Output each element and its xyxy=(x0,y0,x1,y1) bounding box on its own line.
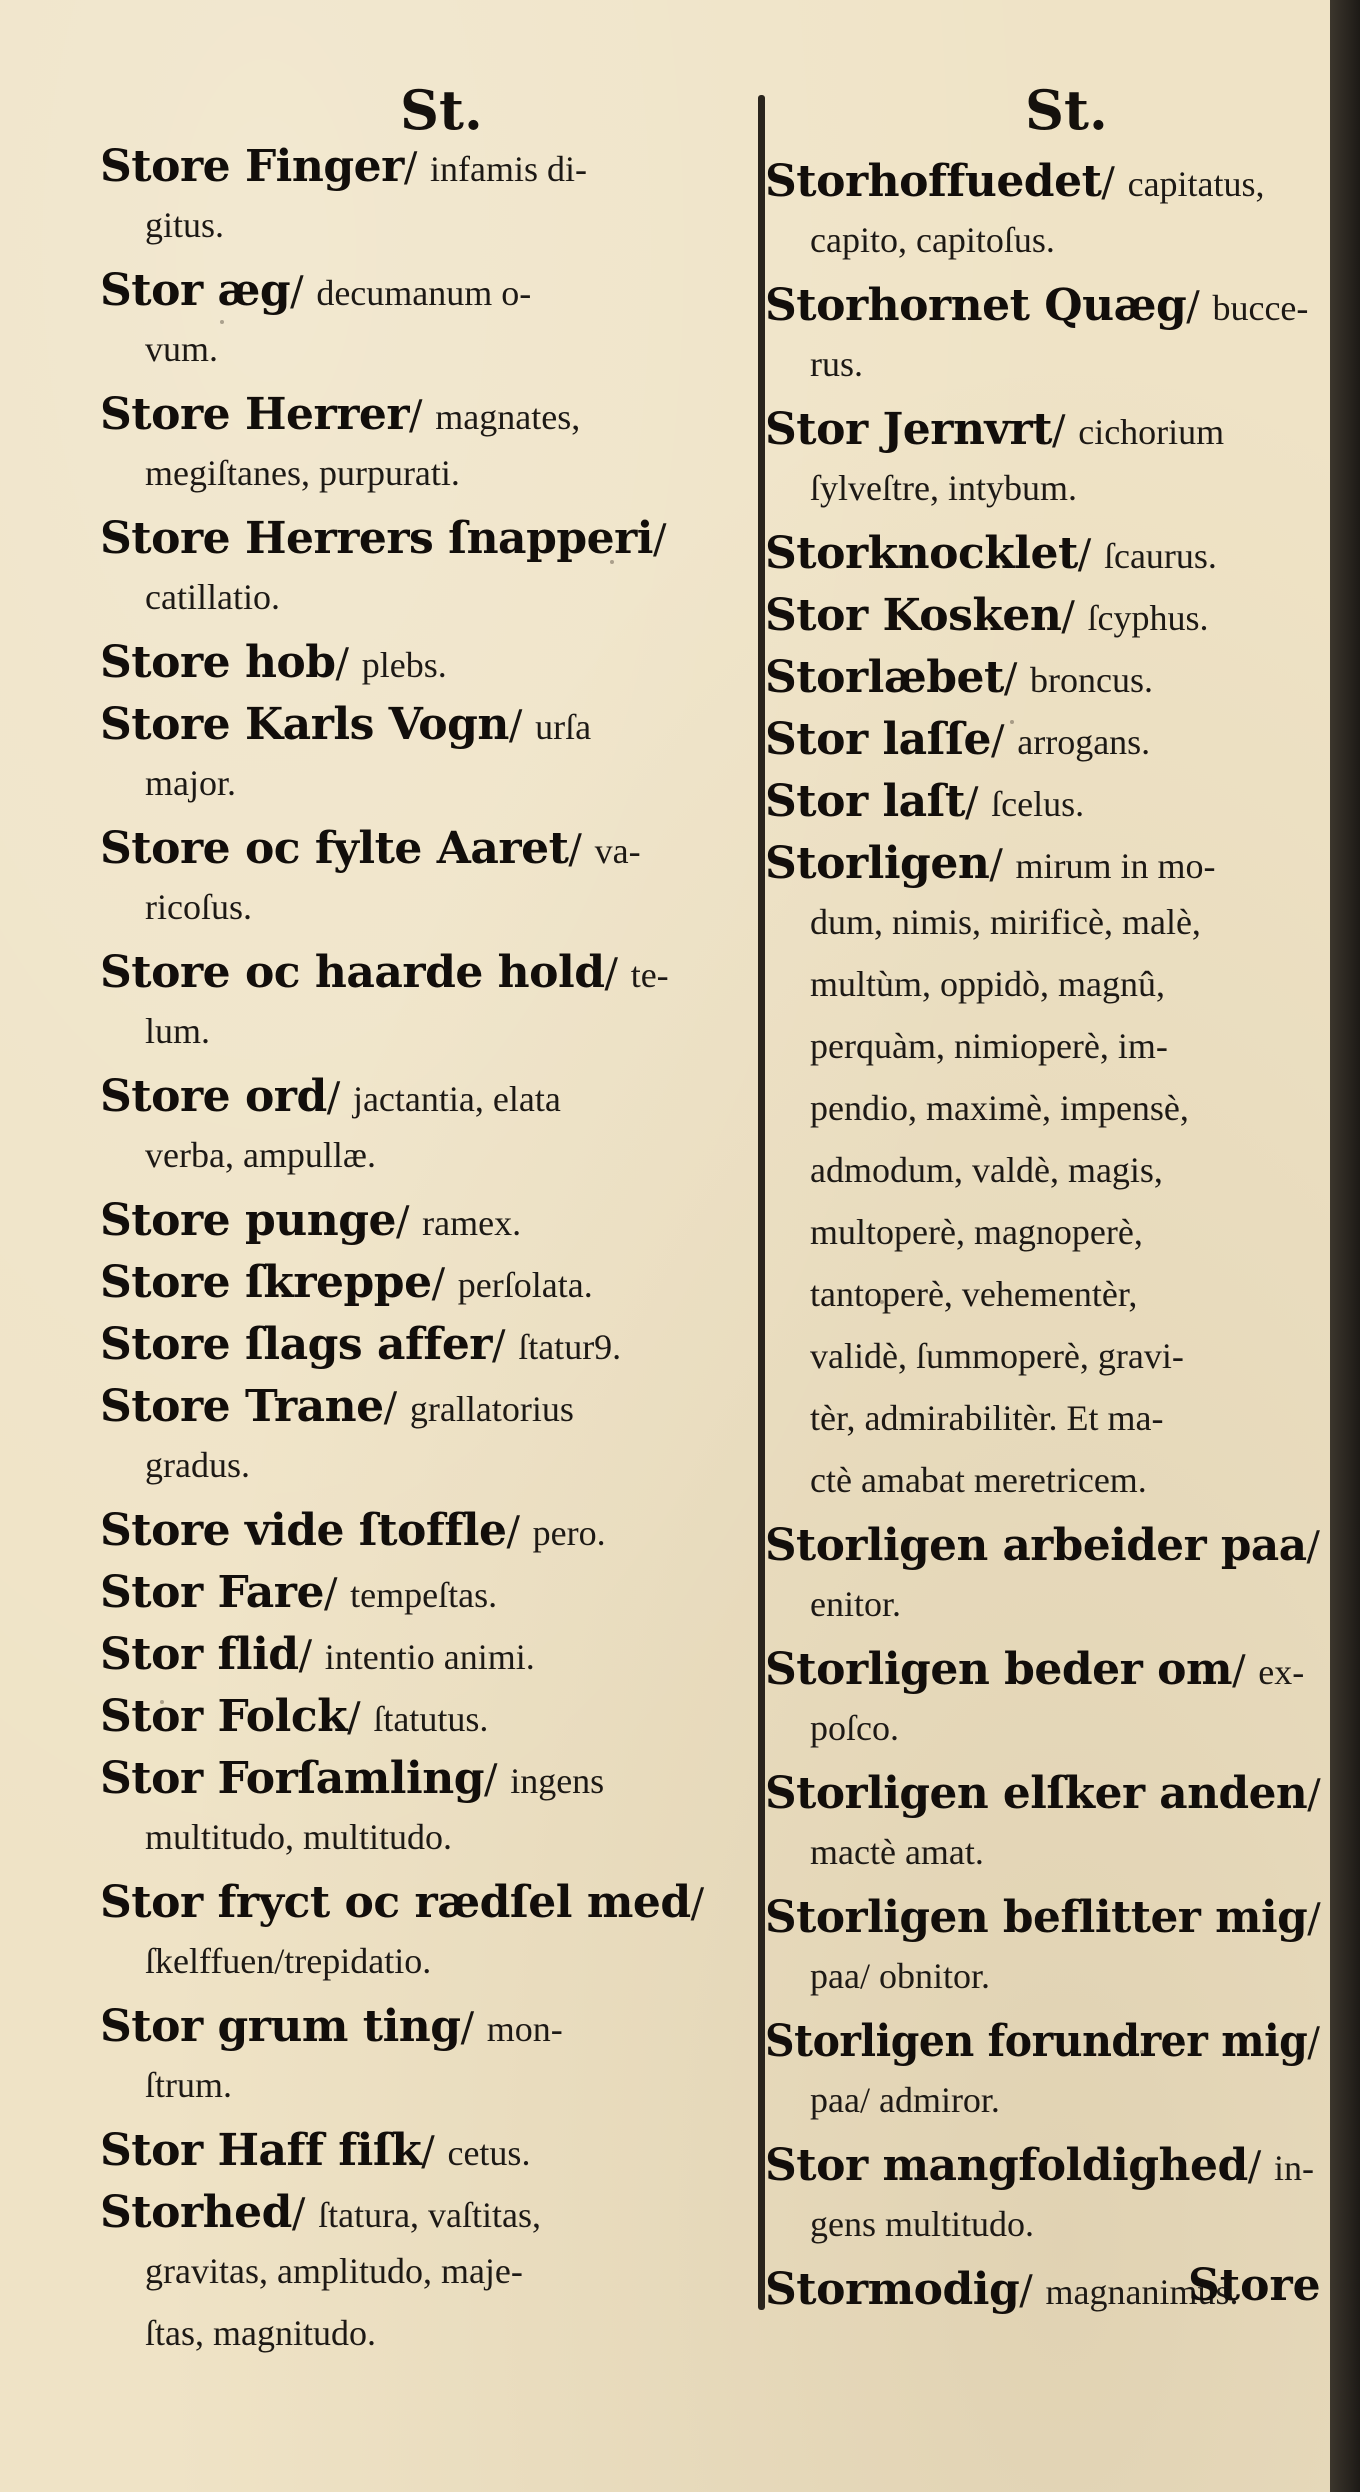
entry-separator: / xyxy=(1306,1524,1320,1570)
entry-separator: / xyxy=(383,1385,410,1431)
entry-separator: / xyxy=(1186,284,1213,330)
entry-separator: / xyxy=(347,1695,374,1741)
entry-continuation-line: ſkelffuen/trepidatio. xyxy=(145,1941,432,1981)
entry-definition: ſtatur9. xyxy=(518,1327,622,1367)
entry-first-line xyxy=(100,1567,498,1618)
entry-continuation-line: paa/ admiror. xyxy=(810,2080,1000,2120)
entry-headword: Store ſkreppe xyxy=(100,1257,432,1308)
entry-definition: va- xyxy=(594,831,641,871)
entry-definition: ramex. xyxy=(422,1203,522,1243)
entry-separator: / xyxy=(1232,1648,1259,1694)
entry-first-line xyxy=(765,1520,1320,1571)
entry-headword: Stor laſt xyxy=(765,776,965,827)
entry-headword: Storligen forundrer mig xyxy=(765,2016,1308,2067)
entry-continuation-line: admodum, valdè, magis, xyxy=(810,1150,1163,1190)
entry-definition: ſcaurus. xyxy=(1103,536,1217,576)
entry-separator: / xyxy=(290,269,317,315)
right-running-header: St. xyxy=(1025,78,1108,142)
entry-first-line xyxy=(100,2001,563,2052)
entry-first-line xyxy=(100,513,667,564)
entry-continuation-line: multitudo, multitudo. xyxy=(145,1817,453,1857)
entry-first-line xyxy=(765,280,1309,331)
entry-definition: mirum in mo- xyxy=(1015,846,1216,886)
entry-separator: / xyxy=(506,1509,533,1555)
entry-continuation-line: ſylveſtre, intybum. xyxy=(810,468,1077,508)
entry-continuation-line: tantoperè, vehementèr, xyxy=(810,1274,1138,1314)
entry-separator: / xyxy=(1003,656,1031,702)
entry-first-line xyxy=(765,714,1151,765)
entry-headword: Store ord xyxy=(100,1071,327,1122)
entry-continuation-line: gitus. xyxy=(145,205,225,245)
entry-continuation-line: verba, ampullæ. xyxy=(145,1135,376,1175)
entry-headword: Store Herrers ſnapperi xyxy=(100,513,653,564)
entry-definition: in- xyxy=(1273,2148,1314,2188)
entry-separator: / xyxy=(323,1571,351,1617)
entry-continuation-line: enitor. xyxy=(810,1584,901,1624)
entry-continuation-line: gravitas, amplitudo, maje- xyxy=(145,2251,523,2291)
entry-definition: perſolata. xyxy=(457,1265,593,1305)
entry-separator: / xyxy=(492,1323,519,1369)
entry-separator: / xyxy=(690,1881,705,1927)
page-edge-shadow xyxy=(1330,0,1360,2492)
entry-continuation-line: paa/ obnitor. xyxy=(810,1956,990,1996)
entry-continuation-line: lum. xyxy=(145,1011,211,1051)
entry-continuation-line: multoperè, magnoperè, xyxy=(810,1212,1143,1252)
entry-separator: / xyxy=(604,951,631,997)
entry-definition: tempeſtas. xyxy=(350,1575,498,1615)
entry-headword: Store Finger xyxy=(100,141,404,192)
entry-separator: / xyxy=(1101,160,1128,206)
entry-headword: Stor Jernvrt xyxy=(765,404,1053,455)
entry-continuation-line: ctè amabat meretricem. xyxy=(810,1460,1147,1500)
column-divider xyxy=(758,95,765,2310)
entry-first-line xyxy=(100,1629,535,1680)
entry-separator: / xyxy=(964,780,992,826)
paper-speck xyxy=(1140,2050,1144,2054)
entry-headword: Storligen xyxy=(765,838,990,889)
entry-first-line xyxy=(100,1195,522,1246)
entry-first-line xyxy=(100,2125,531,2176)
entry-first-line xyxy=(100,823,641,874)
paper-speck xyxy=(160,1700,164,1704)
entry-headword: Storlæbet xyxy=(765,652,1004,703)
entry-first-line xyxy=(765,404,1225,455)
entry-headword: Stor Folck xyxy=(100,1691,348,1742)
entry-separator: / xyxy=(409,393,436,439)
entry-first-line xyxy=(100,1381,574,1432)
entry-definition: ſtatura, vaſtitas, xyxy=(318,2195,542,2235)
entry-separator: / xyxy=(991,718,1018,764)
entry-continuation-line: perquàm, nimioperè, im- xyxy=(810,1026,1168,1066)
catchword: Store xyxy=(1188,2260,1321,2311)
entry-separator: / xyxy=(508,703,536,749)
entry-headword: Stormodig xyxy=(765,2264,1020,2315)
entry-headword: Stor mangfoldighed xyxy=(765,2140,1248,2191)
entry-separator: / xyxy=(568,827,595,873)
entry-separator: / xyxy=(395,1199,423,1245)
entry-headword: Stor flid xyxy=(100,1629,299,1680)
entry-definition: magnanimus. xyxy=(1045,2272,1239,2312)
entry-headword: Store oc haarde hold xyxy=(100,947,605,998)
entry-continuation-line: megiſtanes, purpurati. xyxy=(145,453,460,493)
entry-definition: ſcyphus. xyxy=(1087,598,1209,638)
entry-definition: decumanum o- xyxy=(316,273,532,313)
entry-headword: Stor Forſamling xyxy=(100,1753,484,1804)
entry-headword: Stor Haff fiſk xyxy=(100,2125,422,2176)
entry-continuation-line: multùm, oppidò, magnû, xyxy=(810,964,1165,1004)
entry-definition: cetus. xyxy=(447,2133,531,2173)
entry-separator: / xyxy=(1019,2268,1046,2314)
entry-first-line xyxy=(100,141,588,192)
entry-first-line xyxy=(765,652,1154,703)
entry-first-line xyxy=(100,1071,561,1122)
entry-continuation-line: pendio, maximè, impensè, xyxy=(810,1088,1189,1128)
entry-separator: / xyxy=(335,641,362,687)
entry-continuation-line: catillatio. xyxy=(145,577,280,617)
entry-separator: / xyxy=(403,145,431,191)
entry-definition: ſtatutus. xyxy=(373,1699,489,1739)
entry-definition: capitatus, xyxy=(1127,164,1265,204)
entry-headword: Stor æg xyxy=(100,265,291,316)
entry-separator: / xyxy=(484,1757,511,1803)
entry-separator: / xyxy=(421,2129,448,2175)
entry-separator: / xyxy=(1247,2144,1274,2190)
entry-headword: Storhoffuedet xyxy=(765,156,1102,207)
entry-separator: / xyxy=(989,842,1016,888)
entry-continuation-line: gens multitudo. xyxy=(810,2204,1034,2244)
paper-speck xyxy=(300,2200,304,2204)
entry-first-line xyxy=(100,265,532,316)
entry-separator: / xyxy=(1307,1772,1321,1818)
entry-first-line xyxy=(100,1877,705,1928)
entry-separator: / xyxy=(1307,1896,1321,1942)
entry-definition: urſa xyxy=(535,707,592,747)
entry-first-line xyxy=(100,1691,489,1742)
entry-headword: Storligen beder om xyxy=(765,1644,1233,1695)
entry-continuation-line: tèr, admirabilitèr. Et ma- xyxy=(810,1398,1164,1438)
entry-definition: bucce- xyxy=(1212,288,1309,328)
entry-first-line xyxy=(100,389,581,440)
entry-first-line xyxy=(765,528,1217,579)
entry-definition: broncus. xyxy=(1030,660,1154,700)
entry-first-line xyxy=(765,156,1265,207)
entry-first-line xyxy=(765,2264,1239,2315)
entry-headword: Store Trane xyxy=(100,1381,384,1432)
entry-separator: / xyxy=(298,1633,325,1679)
entry-first-line xyxy=(765,838,1216,889)
entry-first-line xyxy=(765,2016,1320,2067)
entry-definition: intentio animi. xyxy=(324,1637,535,1677)
entry-continuation-line: gradus. xyxy=(145,1445,250,1485)
paper-speck xyxy=(1010,720,1014,724)
entry-headword: Store hob xyxy=(100,637,336,688)
entry-continuation-line: rus. xyxy=(810,344,863,384)
entry-first-line xyxy=(100,2187,542,2238)
entry-headword: Stor grum ting xyxy=(100,2001,461,2052)
entry-headword: Stor Kosken xyxy=(765,590,1062,641)
entry-first-line xyxy=(100,947,669,998)
entry-definition: infamis di- xyxy=(430,149,588,189)
entry-definition: te- xyxy=(630,955,669,995)
entry-definition: arrogans. xyxy=(1017,722,1151,762)
entry-separator: / xyxy=(1052,408,1079,454)
entry-first-line xyxy=(765,1644,1305,1695)
left-running-header: St. xyxy=(400,78,483,142)
entry-headword: Store oc fylte Aaret xyxy=(100,823,569,874)
entry-definition: magnates, xyxy=(435,397,581,437)
entry-continuation-line: capito, capitoſus. xyxy=(810,220,1055,260)
entry-definition: mon- xyxy=(486,2009,563,2049)
entry-first-line xyxy=(100,637,447,688)
paper-speck xyxy=(880,1300,884,1304)
entry-separator: / xyxy=(326,1075,353,1121)
entry-headword: Storhed xyxy=(100,2187,292,2238)
entry-first-line xyxy=(765,1768,1321,1819)
entry-headword: Storligen elſker anden xyxy=(765,1768,1308,1819)
entry-separator: / xyxy=(653,517,667,563)
paper-speck xyxy=(610,560,614,564)
entry-headword: Storknocklet xyxy=(765,528,1078,579)
entry-headword: Store Herrer xyxy=(100,389,410,440)
entry-separator: / xyxy=(460,2005,487,2051)
entry-headword: Storligen beflitter mig xyxy=(765,1892,1308,1943)
entry-headword: Store vide ſtoffle xyxy=(100,1505,507,1556)
entry-continuation-line: mactè amat. xyxy=(810,1832,984,1872)
paper-speck xyxy=(220,320,224,324)
entry-continuation-line: ſtrum. xyxy=(145,2065,232,2105)
entry-definition: ſcelus. xyxy=(991,784,1085,824)
entry-continuation-line: poſco. xyxy=(810,1708,899,1748)
entry-first-line xyxy=(100,1257,593,1308)
entry-first-line xyxy=(100,699,592,750)
entry-first-line xyxy=(765,1892,1321,1943)
entry-separator: / xyxy=(431,1261,458,1307)
entry-definition: pero. xyxy=(532,1513,606,1553)
entry-headword: Stor Fare xyxy=(100,1567,324,1618)
entry-separator: / xyxy=(291,2191,319,2237)
entry-first-line xyxy=(100,1505,606,1556)
entry-definition: ingens xyxy=(510,1761,605,1801)
entry-continuation-line: vum. xyxy=(145,329,219,369)
entry-first-line xyxy=(765,2140,1314,2191)
entry-headword: Storhornet Quæg xyxy=(765,280,1187,331)
entry-headword: Store Karls Vogn xyxy=(100,699,509,750)
entry-headword: Stor fryct oc rædſel med xyxy=(100,1877,691,1928)
entry-continuation-line: major. xyxy=(145,763,236,803)
entry-definition: cichorium xyxy=(1078,412,1225,452)
entry-definition: jactantia, elata xyxy=(352,1079,561,1119)
entry-definition: ex- xyxy=(1258,1652,1305,1692)
entry-first-line xyxy=(765,590,1209,641)
entry-continuation-line: ſtas, magnitudo. xyxy=(145,2313,376,2353)
entry-headword: Store ſlags affer xyxy=(100,1319,492,1370)
entry-headword: Storligen arbeider paa xyxy=(765,1520,1307,1571)
entry-continuation-line: validè, ſummoperè, gravi- xyxy=(810,1336,1184,1376)
entry-separator: / xyxy=(1307,2020,1320,2066)
entry-separator: / xyxy=(1061,594,1088,640)
entry-headword: Stor laſſe xyxy=(765,714,992,765)
entry-first-line xyxy=(100,1319,622,1370)
entry-headword: Store punge xyxy=(100,1195,396,1246)
entry-first-line xyxy=(100,1753,605,1804)
entry-definition: plebs. xyxy=(361,645,447,685)
entry-separator: / xyxy=(1077,532,1104,578)
entry-definition: grallatorius xyxy=(409,1389,574,1429)
entry-continuation-line: ricoſus. xyxy=(145,887,252,927)
entry-first-line xyxy=(765,776,1085,827)
entry-continuation-line: dum, nimis, mirificè, malè, xyxy=(810,902,1201,942)
